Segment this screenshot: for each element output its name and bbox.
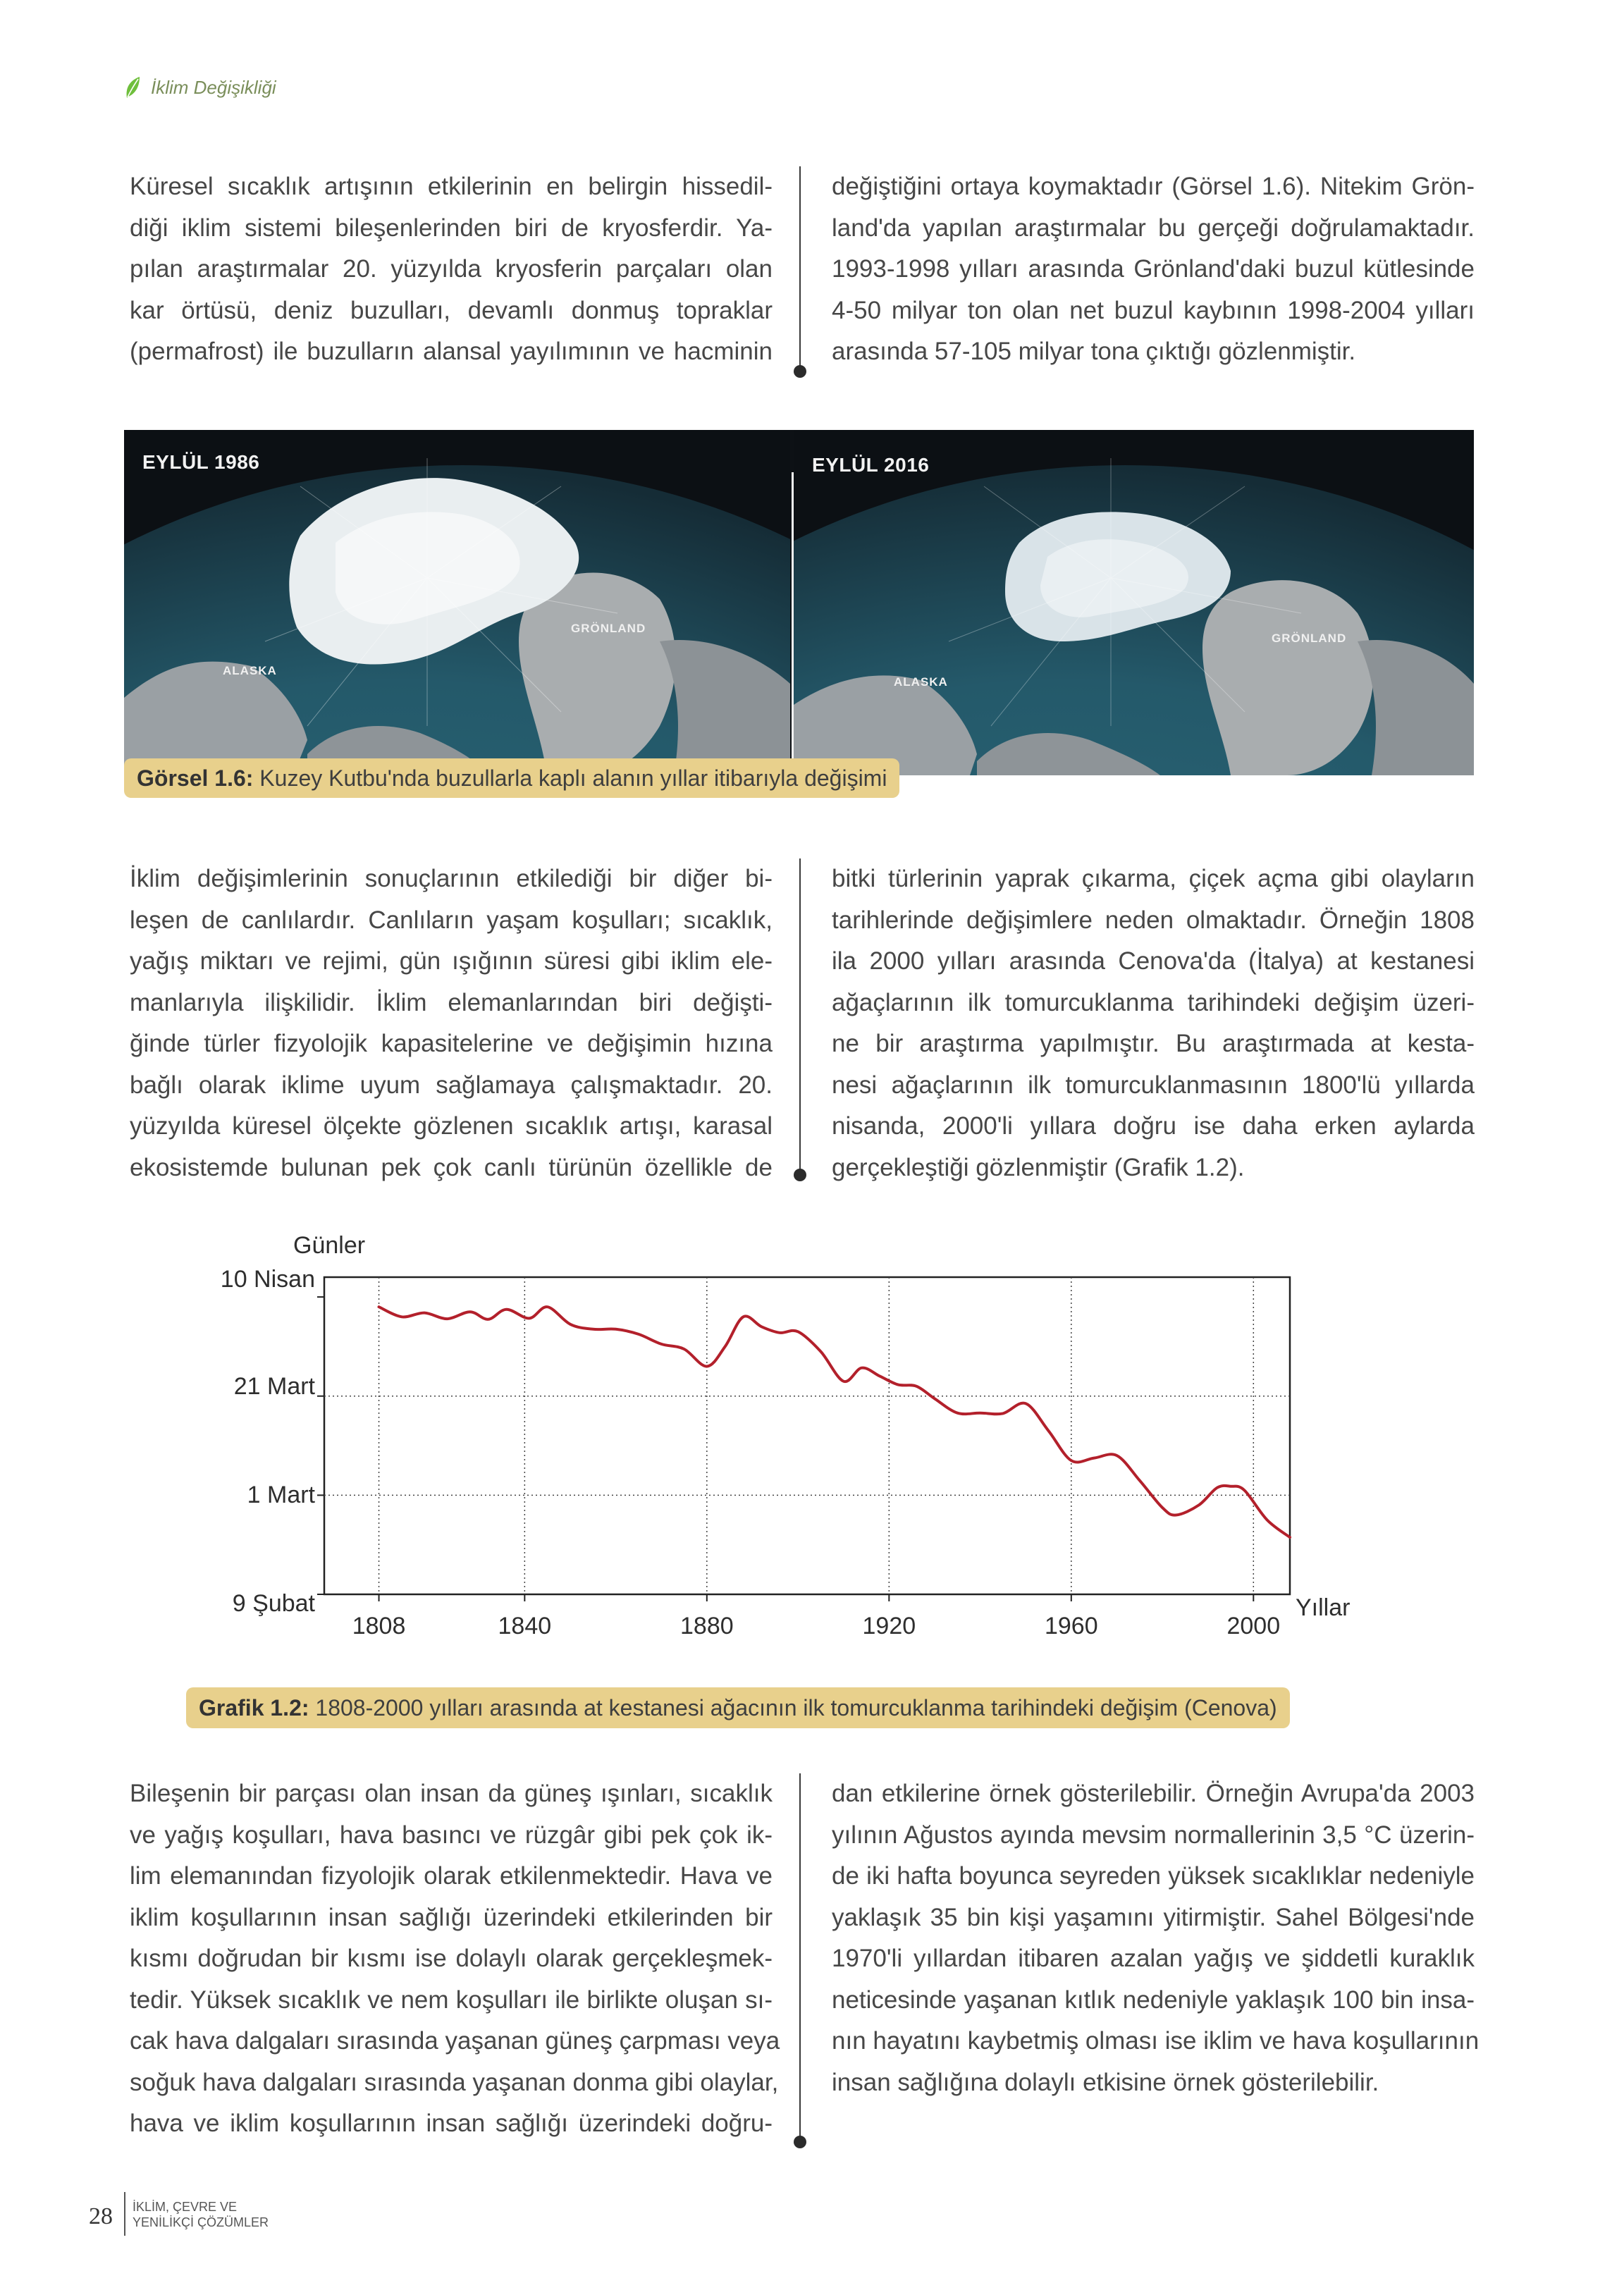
chart-ylabel: Günler: [293, 1232, 366, 1259]
text-line: bağlı olarak iklime uyum sağlamaya çalışmaktadır. 20.: [130, 1071, 773, 1099]
text-line: yaklaşık 35 bin kişi yaşamını yitirmiştir. Sahel Bölgesi'nde: [832, 1903, 1475, 1931]
panel-1986: [124, 430, 790, 775]
arctic-ice-figure: [124, 430, 1474, 775]
text-line: ağaçlarının ilk tomurcuklanma tarihindeki değişim üzeri-: [832, 988, 1475, 1016]
leaf-icon: [124, 75, 141, 99]
text-column-1-right: [832, 166, 1475, 373]
divider-dot: [794, 365, 806, 378]
running-header: [124, 73, 276, 101]
text-line: nesi ağaçlarının ilk tomurcuklanmasının 1800'lü yıllarda: [832, 1071, 1475, 1099]
panel-label-2016: EYLÜL 2016: [812, 454, 930, 476]
text-line: bitki türlerinin yaprak çıkarma, çiçek açma gibi olayların: [832, 865, 1475, 892]
figure-caption: [124, 758, 899, 798]
text-line: 1970'li yıllardan itibaren azalan yağış ve şiddetli kuraklık: [832, 1945, 1475, 1972]
globe-2016-image: [794, 430, 1474, 775]
text-column-3-right: [832, 1773, 1480, 2103]
text-line: iklim koşullarının insan sağlığı üzerindeki etkilerinden bir: [130, 1903, 773, 1931]
text-line: arasında 57-105 milyar tona çıktığı gözlenmiştir.: [832, 338, 1356, 365]
text-line: yağış miktarı ve rejimi, gün ışığının süresi gibi iklim ele-: [130, 947, 773, 975]
text-line: ila 2000 yılları arasında Cenova'da (İtalya) at kestanesi: [832, 947, 1475, 975]
text-line: insan sağlığına dolaylı etkisine örnek gösterilebilir.: [832, 2068, 1379, 2096]
chart-caption: [186, 1687, 1290, 1728]
text-line: 1993-1998 yılları arasında Grönland'daki buzul kütlesinde: [832, 255, 1475, 283]
text-line: soğuk hava dalgaları sırasında yaşanan donma gibi olaylar,: [130, 2068, 779, 2096]
text-line: lim elemanından fizyolojik olarak etkilenmektedir. Hava ve: [130, 1862, 773, 1890]
panel-2016: [794, 430, 1474, 775]
y-tick-label: 21 Mart: [233, 1373, 315, 1400]
text-line: 4-50 milyar ton olan net buzul kaybının 1998-2004 yılları: [832, 296, 1475, 324]
chart-xlabel: Yıllar: [1296, 1594, 1351, 1621]
x-tick-label: 1880: [680, 1613, 734, 1639]
globe-1986-image: [124, 430, 790, 775]
text-line: (permafrost) ile buzulların alansal yayılımının ve hacminin: [130, 338, 773, 365]
x-tick-label: 1808: [352, 1613, 406, 1639]
text-line: tarihlerinde değişimlere neden olmaktadır. Örneğin 1808: [832, 906, 1475, 934]
text-line: yüzyılda küresel ölçekte gözlenen sıcaklık artışı, karasal: [130, 1112, 773, 1140]
figure-caption-prefix: Görsel 1.6:: [137, 765, 254, 791]
divider-dot: [794, 1169, 806, 1181]
text-line: de iki hafta boyunca seyreden yüksek sıcaklıklar nedeniyle: [832, 1862, 1475, 1890]
column-divider: [799, 1773, 801, 2140]
text-line: Bileşenin bir parçası olan insan da güneş ışınları, sıcaklık: [130, 1780, 773, 1807]
map-label-alaska: ALASKA: [223, 664, 277, 677]
y-tick-label: 1 Mart: [247, 1482, 315, 1508]
column-divider: [799, 166, 801, 371]
plot-frame: [324, 1277, 1290, 1594]
column-divider: [799, 858, 801, 1173]
text-column-2-left: [130, 858, 773, 1188]
text-column-2-right: [832, 858, 1475, 1188]
text-line: hava ve iklim koşullarının insan sağlığı üzerindeki doğru-: [130, 2110, 773, 2137]
text-line: pılan araştırmalar 20. yüzyılda kryosferin parçaları olan: [130, 255, 773, 283]
divider-dot: [794, 2136, 806, 2148]
text-line: nın hayatını kaybetmiş olması ise iklim ve hava koşullarının: [832, 2027, 1480, 2055]
x-tick-label: 1960: [1044, 1613, 1098, 1639]
page-number: 28: [89, 2203, 113, 2229]
y-tick-label: 10 Nisan: [220, 1266, 315, 1293]
map-label-gronland: GRÖNLAND: [571, 622, 646, 635]
text-line: diği iklim sistemi bileşenlerinden biri de kryosferdir. Ya-: [130, 214, 773, 242]
y-tick-label: 9 Şubat: [232, 1590, 315, 1617]
x-tick-label: 1840: [498, 1613, 552, 1639]
text-line: yılının Ağustos ayında mevsim normallerinin 3,5 °C üzerin-: [832, 1821, 1475, 1849]
text-line: kısmı doğrudan bir kısmı ise dolaylı olarak gerçekleşmek-: [130, 1945, 773, 1972]
map-label-alaska: ALASKA: [894, 675, 948, 689]
text-column-1-left: [130, 166, 773, 373]
footer-book-line-1: İKLİM, ÇEVRE VE: [133, 2200, 238, 2214]
chart-caption-text: 1808-2000 yılları arasında at kestanesi ağacının ilk tomurcuklanma tarihindeki değişim (Cenova): [309, 1695, 1277, 1720]
series-line: [379, 1307, 1291, 1537]
text-line: land'da yapılan araştırmalar bu gerçeği doğrulamaktadır.: [832, 214, 1475, 242]
footer-book-title: [133, 2199, 269, 2230]
text-line: İklim değişimlerinin sonuçlarının etkilediği bir diğer bi-: [130, 865, 773, 892]
text-line: ne bir araştırma yapılmıştır. Bu araştırmada at kesta-: [832, 1030, 1475, 1057]
text-line: Küresel sıcaklık artışının etkilerinin en belirgin hissedil-: [130, 173, 773, 200]
x-tick-label: 1920: [862, 1613, 916, 1639]
text-line: gerçekleştiği gözlenmiştir (Grafik 1.2).: [832, 1153, 1245, 1181]
text-line: ve yağış koşulları, hava basıncı ve rüzgâr gibi pek çok ik-: [130, 1821, 773, 1849]
header-title: İklim Değişikliği: [151, 76, 276, 98]
text-line: ğinde türler fizyolojik kapasitelerine ve değişimin hızına: [130, 1030, 773, 1057]
text-line: manlarıyla ilişkilidir. İklim elemanlarından biri değişti-: [130, 988, 773, 1016]
text-line: tedir. Yüksek sıcaklık ve nem koşulları ile birlikte oluşan sı-: [130, 1986, 773, 2014]
text-line: neticesinde yaşanan kıtlık nedeniyle yaklaşık 100 bin insa-: [832, 1986, 1475, 2014]
map-label-gronland: GRÖNLAND: [1272, 632, 1347, 645]
text-line: dan etkilerine örnek gösterilebilir. Örneğin Avrupa'da 2003: [832, 1780, 1475, 1807]
text-line: değiştiğini ortaya koymaktadır (Görsel 1.6). Nitekim Grön-: [832, 173, 1475, 200]
figure-caption-text: Kuzey Kutbu'nda buzullarla kaplı alanın yıllar itibarıyla değişimi: [253, 765, 887, 791]
x-tick-label: 2000: [1226, 1613, 1281, 1639]
text-line: nisanda, 2000'li yıllara doğru ise daha erken aylarda: [832, 1112, 1475, 1140]
panel-label-1986: EYLÜL 1986: [142, 451, 260, 473]
footer-divider: [124, 2192, 125, 2236]
footer-book-line-2: YENİLİKÇİ ÇÖZÜMLER: [133, 2215, 269, 2229]
chart-caption-prefix: Grafik 1.2:: [199, 1695, 309, 1720]
text-line: cak hava dalgaları sırasında yaşanan güneş çarpması veya: [130, 2027, 780, 2055]
text-line: ekosistemde bulunan pek çok canlı türünün özellikle de: [130, 1153, 773, 1181]
text-column-3-left: [130, 1773, 780, 2145]
text-line: leşen de canlılardır. Canlıların yaşam koşulları; sıcaklık,: [130, 906, 773, 934]
text-line: kar örtüsü, deniz buzulları, devamlı donmuş topraklar: [130, 296, 773, 324]
